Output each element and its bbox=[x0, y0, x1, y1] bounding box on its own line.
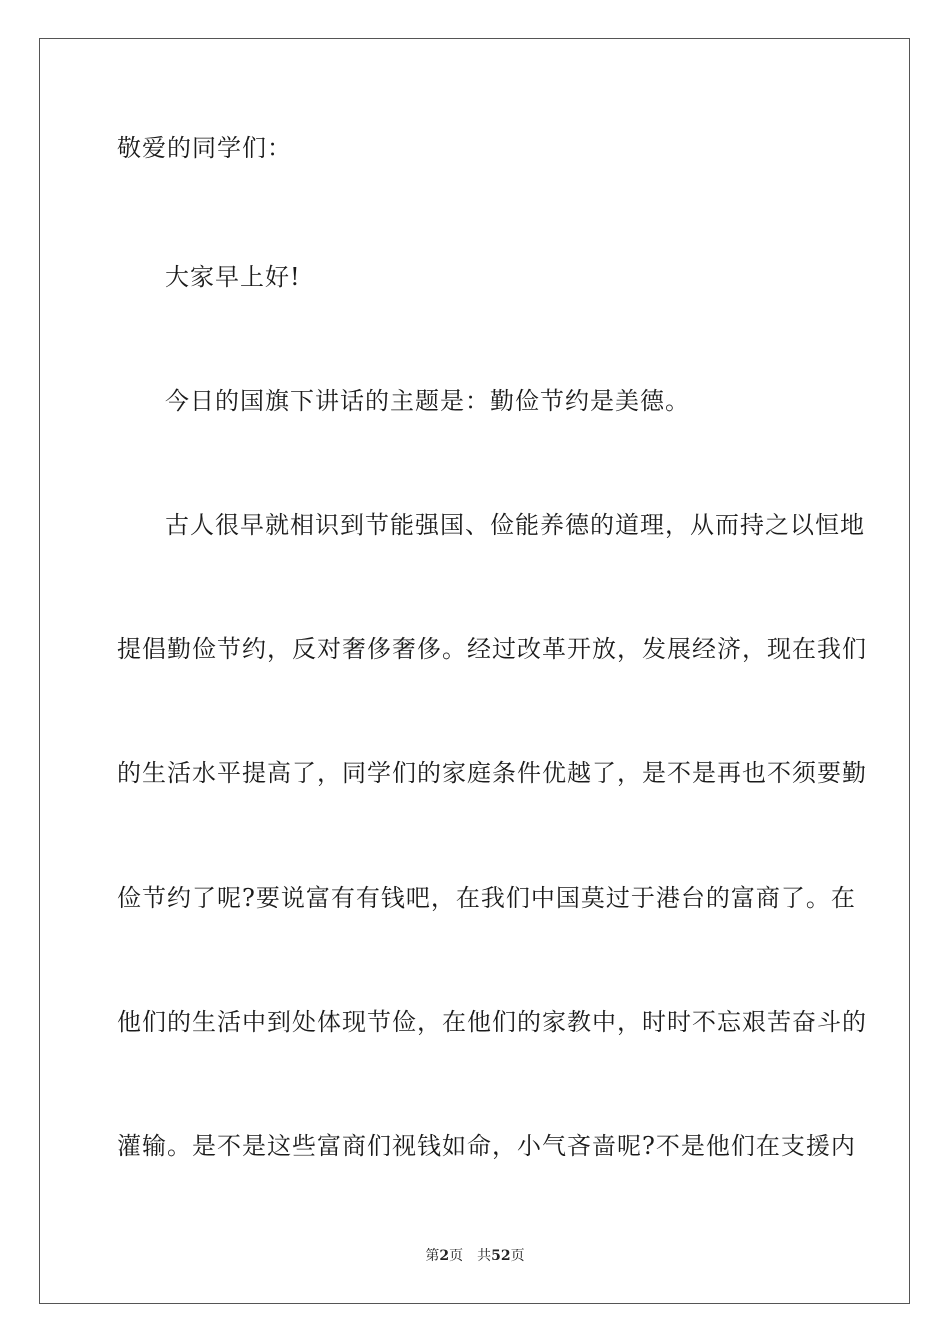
total-suffix: 页 bbox=[510, 1248, 525, 1264]
body-line: 提倡勤俭节约，反对奢侈奢侈。经过改革开放，发展经济，现在我们 bbox=[117, 635, 867, 663]
page-frame bbox=[39, 38, 910, 1304]
page-prefix: 第 bbox=[425, 1248, 440, 1264]
greeting-paragraph: 大家早上好! bbox=[165, 263, 301, 291]
body-line: 的生活水平提高了，同学们的家庭条件优越了，是不是再也不须要勤 bbox=[117, 759, 867, 787]
total-pages: 52 bbox=[491, 1248, 511, 1264]
topic-paragraph: 今日的国旗下讲话的主题是：勤俭节约是美德。 bbox=[165, 387, 690, 415]
body-line: 灌输。是不是这些富商们视钱如命，小气吝啬呢?不是他们在支援内 bbox=[117, 1132, 856, 1160]
body-line: 俭节约了呢?要说富有有钱吧，在我们中国莫过于港台的富商了。在 bbox=[117, 884, 856, 912]
total-prefix: 共 bbox=[477, 1248, 492, 1264]
page-footer bbox=[0, 1246, 950, 1266]
salutation: 敬爱的同学们： bbox=[117, 134, 292, 162]
page-suffix: 页 bbox=[449, 1248, 464, 1264]
body-line: 古人很早就相识到节能强国、俭能养德的道理，从而持之以恒地 bbox=[165, 511, 865, 539]
page-number: 2 bbox=[439, 1248, 450, 1264]
body-line: 他们的生活中到处体现节俭，在他们的家教中，时时不忘艰苦奋斗的 bbox=[117, 1008, 867, 1036]
